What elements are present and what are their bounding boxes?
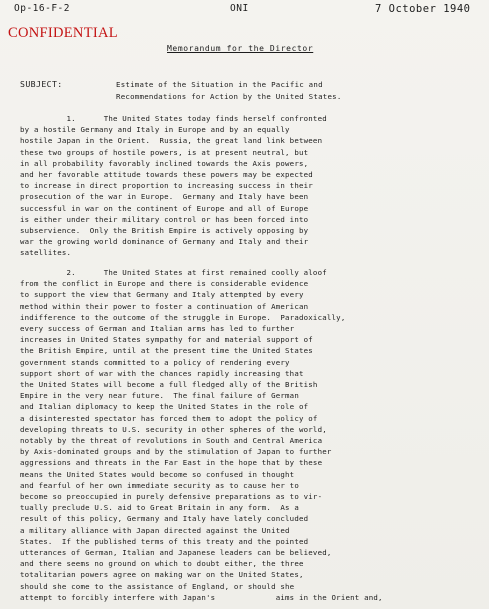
paragraph-line: attempt to forcibly interfere with Japan's aims in the Orient and, bbox=[20, 592, 383, 602]
office-code: ONI bbox=[230, 3, 249, 14]
paragraph-line: States. If the published terms of this treaty and the pointed bbox=[20, 536, 309, 546]
paragraph-line: hostile Japan in the Orient. Russia, the great land link between bbox=[20, 136, 323, 146]
paragraph-line: utterances of German, Italian and Japanese leaders can be believed, bbox=[20, 548, 332, 558]
paragraph-line: successful in war on the continent of Europe and all of Europe bbox=[20, 203, 309, 213]
paragraph-line: become so preoccupied in purely defensive preparations as to vir- bbox=[20, 492, 323, 502]
paragraph-line: in all probability favorably inclined towards the Axis powers, bbox=[20, 158, 309, 168]
paragraph-line: and Italian diplomacy to keep the United States in the role of bbox=[20, 402, 309, 412]
paragraph-line: war the growing world dominance of Germany and Italy and their bbox=[20, 237, 309, 247]
subject-text bbox=[116, 79, 342, 103]
subject-line: Estimate of the Situation in the Pacific and bbox=[116, 80, 323, 89]
paragraph-line: from the conflict in Europe and there is considerable evidence bbox=[20, 279, 309, 289]
subject-label: SUBJECT: bbox=[20, 79, 63, 89]
paragraph-line: method within their power to foster a continuation of American bbox=[20, 301, 309, 311]
paragraph-line: should she come to the assistance of England, or should she bbox=[20, 581, 295, 591]
paragraph-line: to support the view that Germany and Italy attempted by every bbox=[20, 290, 304, 300]
paragraph-line: by Axis-dominated groups and by the stimulation of Japan to further bbox=[20, 447, 332, 457]
paragraph-line: subservience. Only the British Empire is actively opposing by bbox=[20, 226, 309, 236]
paragraph-line: aggressions and threats in the Far East in the hope that by these bbox=[20, 458, 323, 468]
paragraph-line: totalitarian powers agree on making war on the United States, bbox=[20, 570, 304, 580]
paragraph-line: result of this policy, Germany and Italy have lately concluded bbox=[20, 514, 309, 524]
paragraph-line: every success of German and Italian arms has led to further bbox=[20, 324, 295, 334]
paragraph-line: the United States will become a full fledged ally of the British bbox=[20, 380, 318, 390]
paragraph-1 bbox=[20, 113, 472, 259]
paragraph-line: indifference to the outcome of the struggle in Europe. Paradoxically, bbox=[20, 312, 346, 322]
memo-title: Memorandum for the Director bbox=[167, 44, 314, 53]
paragraph-line: 2. The United States at first remained coolly aloof bbox=[20, 268, 327, 277]
paragraph-line: the British Empire, until at the present time the United States bbox=[20, 346, 313, 356]
paragraph-line: Empire in the very near future. The final failure of German bbox=[20, 391, 299, 401]
paragraph-line: and fearful of her own immediate security as to cause her to bbox=[20, 480, 299, 490]
memo-date: 7 October 1940 bbox=[375, 3, 471, 15]
paragraph-line: notably by the threat of revolutions in South and Central America bbox=[20, 436, 323, 446]
classification-stamp: CONFIDENTIAL bbox=[8, 25, 118, 41]
paragraph-line: a military alliance with Japan directed against the United bbox=[20, 525, 290, 535]
paragraph-line: government stands committed to a policy of rendering every bbox=[20, 357, 290, 367]
paragraph-line: a disinterested spectator has forced them to adopt the policy of bbox=[20, 413, 318, 423]
paragraph-line: tually preclude U.S. aid to Great Britain in any form. As a bbox=[20, 503, 299, 513]
paragraph-line: and there seems no ground on which to doubt either, the three bbox=[20, 559, 304, 569]
paragraph-line: satellites. bbox=[20, 248, 72, 258]
paragraph-line: prosecution of the war in Europe. Germany and Italy have been bbox=[20, 192, 309, 202]
paragraph-line: and her favorable attitude towards these powers may be expected bbox=[20, 170, 313, 180]
paragraph-line: by a hostile Germany and Italy in Europe and by an equally bbox=[20, 125, 290, 135]
paragraph-line: is either under their military control or has been forced into bbox=[20, 214, 309, 224]
paragraph-line: means the United States would become so confused in thought bbox=[20, 469, 295, 479]
file-code: Op-16-F-2 bbox=[14, 3, 70, 14]
paragraph-line: developing threats to U.S. security in other spheres of the world, bbox=[20, 424, 327, 434]
paragraph-line: support short of war with the chances rapidly increasing that bbox=[20, 368, 304, 378]
paragraph-line: 1. The United States today finds herself confronted bbox=[20, 114, 327, 123]
paragraph-2 bbox=[20, 267, 472, 603]
paragraph-line: to increase in direct proportion to increasing success in their bbox=[20, 181, 313, 191]
subject-line: Recommendations for Action by the United States. bbox=[116, 92, 342, 101]
paragraph-line: increases in United States sympathy for and material support of bbox=[20, 335, 313, 345]
paragraph-line: these two groups of hostile powers, is at present neutral, but bbox=[20, 147, 309, 157]
